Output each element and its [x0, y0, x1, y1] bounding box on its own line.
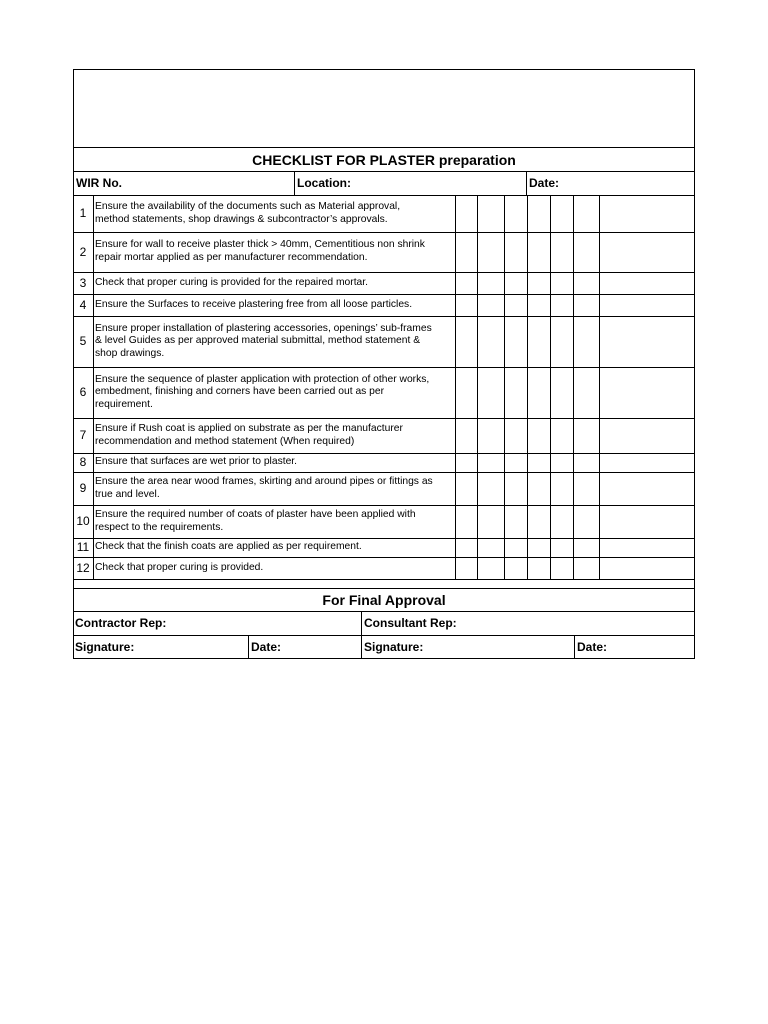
check-cell[interactable] — [550, 538, 573, 557]
item-text: Ensure proper installation of plastering accessories, openings’ sub-frames & level Guides as per approved material submittal, method statement & shop drawings. — [95, 322, 432, 359]
item-number: 6 — [79, 385, 87, 399]
column-divider — [527, 195, 528, 579]
check-cell[interactable] — [527, 418, 550, 453]
check-cell[interactable] — [573, 232, 599, 272]
check-cell[interactable] — [599, 195, 695, 232]
item-text: Ensure that surfaces are wet prior to plaster. — [95, 456, 298, 468]
check-cell[interactable] — [527, 195, 550, 232]
form-title: CHECKLIST FOR PLASTER preparation — [252, 152, 516, 168]
check-cell[interactable] — [599, 472, 695, 505]
item-text: Check that the finish coats are applied as per requirement. — [95, 541, 362, 553]
item-text: Ensure the area near wood frames, skirting and around pipes or fittings as true and level. — [95, 475, 433, 500]
check-cell[interactable] — [573, 316, 599, 367]
column-divider — [477, 195, 478, 579]
check-cell[interactable] — [550, 316, 573, 367]
check-cell[interactable] — [599, 538, 695, 557]
check-cell[interactable] — [504, 418, 527, 453]
check-cell[interactable] — [527, 232, 550, 272]
contractor-signature-label: Signature: — [75, 640, 135, 654]
check-cell[interactable] — [599, 453, 695, 472]
divider — [73, 171, 695, 172]
check-cell[interactable] — [599, 557, 695, 579]
item-number: 10 — [76, 514, 90, 528]
check-cell[interactable] — [477, 538, 504, 557]
item-number: 1 — [79, 206, 87, 220]
item-number: 11 — [76, 540, 90, 554]
check-cell[interactable] — [527, 505, 550, 538]
check-cell[interactable] — [477, 232, 504, 272]
check-cell[interactable] — [455, 272, 477, 294]
check-cell[interactable] — [504, 557, 527, 579]
check-cell[interactable] — [477, 195, 504, 232]
check-cell[interactable] — [477, 557, 504, 579]
check-cell[interactable] — [550, 418, 573, 453]
check-cell[interactable] — [573, 557, 599, 579]
check-cell[interactable] — [455, 472, 477, 505]
check-cell[interactable] — [527, 557, 550, 579]
check-cell[interactable] — [573, 472, 599, 505]
check-cell[interactable] — [504, 472, 527, 505]
item-text: Check that proper curing is provided. — [95, 561, 264, 573]
check-cell[interactable] — [504, 453, 527, 472]
check-cell[interactable] — [477, 472, 504, 505]
check-cell[interactable] — [527, 294, 550, 316]
check-cell[interactable] — [527, 316, 550, 367]
check-cell[interactable] — [550, 195, 573, 232]
check-cell[interactable] — [527, 272, 550, 294]
check-cell[interactable] — [504, 316, 527, 367]
check-cell[interactable] — [527, 367, 550, 418]
item-text: Check that proper curing is provided for the repaired mortar. — [95, 276, 369, 288]
location-label: Location: — [297, 176, 351, 190]
final-approval-title: For Final Approval — [322, 592, 446, 608]
wir-no-label: WIR No. — [76, 176, 122, 190]
check-cell[interactable] — [455, 232, 477, 272]
consultant-signature-label: Signature: — [364, 640, 424, 654]
check-cell[interactable] — [477, 272, 504, 294]
check-cell[interactable] — [599, 232, 695, 272]
check-cell[interactable] — [573, 367, 599, 418]
check-cell[interactable] — [504, 538, 527, 557]
column-divider — [93, 195, 94, 579]
column-divider — [455, 195, 456, 579]
check-cell[interactable] — [573, 195, 599, 232]
check-cell[interactable] — [455, 367, 477, 418]
check-cell[interactable] — [477, 505, 504, 538]
divider — [526, 171, 527, 195]
check-cell[interactable] — [550, 472, 573, 505]
check-cell[interactable] — [599, 418, 695, 453]
check-cell[interactable] — [455, 316, 477, 367]
item-number: 12 — [76, 561, 90, 575]
check-cell[interactable] — [477, 294, 504, 316]
check-cell[interactable] — [599, 272, 695, 294]
check-cell[interactable] — [550, 232, 573, 272]
check-cell[interactable] — [504, 367, 527, 418]
check-cell[interactable] — [550, 557, 573, 579]
column-divider — [573, 195, 574, 579]
item-text: Ensure the sequence of plaster application with protection of other works, embedment, finishing and corners have been carried out as per requirement. — [95, 373, 430, 410]
divider — [294, 171, 295, 195]
check-cell[interactable] — [504, 272, 527, 294]
item-number: 7 — [79, 428, 87, 442]
item-number: 3 — [79, 276, 87, 290]
check-cell[interactable] — [573, 505, 599, 538]
column-divider — [599, 195, 600, 579]
item-number: 8 — [79, 455, 87, 469]
item-text: Ensure if Rush coat is applied on substrate as per the manufacturer recommendation and method statement (When required) — [95, 422, 403, 447]
check-cell[interactable] — [573, 294, 599, 316]
contractor-date-label: Date: — [251, 640, 282, 654]
check-cell[interactable] — [527, 538, 550, 557]
check-cell[interactable] — [477, 367, 504, 418]
check-cell[interactable] — [455, 418, 477, 453]
check-cell[interactable] — [550, 272, 573, 294]
check-cell[interactable] — [550, 505, 573, 538]
column-divider — [550, 195, 551, 579]
item-number: 4 — [79, 298, 87, 312]
check-cell[interactable] — [527, 472, 550, 505]
check-cell[interactable] — [504, 505, 527, 538]
item-text: Ensure for wall to receive plaster thick > 40mm, Cementitious non shrink repair mortar applied as per manufacturer recommendation. — [95, 239, 425, 263]
column-divider — [504, 195, 505, 579]
divider — [73, 147, 695, 148]
check-cell[interactable] — [550, 453, 573, 472]
check-cell[interactable] — [455, 557, 477, 579]
check-cell[interactable] — [455, 505, 477, 538]
check-cell[interactable] — [504, 294, 527, 316]
item-text: Ensure the Surfaces to receive plastering free from all loose particles. — [95, 298, 413, 310]
consultant-rep-label: Consultant Rep: — [364, 616, 457, 630]
check-cell[interactable] — [477, 453, 504, 472]
check-cell[interactable] — [550, 294, 573, 316]
item-text: Ensure the availability of the documents such as Material approval, method statements, shop drawings & subcontractor’s approvals. — [95, 200, 401, 225]
check-cell[interactable] — [573, 453, 599, 472]
check-cell[interactable] — [504, 232, 527, 272]
item-text: Ensure the required number of coats of plaster have been applied with respect to the requirements. — [95, 508, 416, 533]
item-number: 2 — [79, 245, 87, 259]
item-number: 9 — [79, 481, 87, 495]
consultant-date-label: Date: — [577, 640, 608, 654]
check-cell[interactable] — [455, 195, 477, 232]
check-cell[interactable] — [477, 418, 504, 453]
check-cell[interactable] — [599, 294, 695, 316]
check-cell[interactable] — [599, 505, 695, 538]
date-label: Date: — [529, 176, 560, 190]
check-cell[interactable] — [504, 195, 527, 232]
check-cell[interactable] — [550, 367, 573, 418]
check-cell[interactable] — [527, 453, 550, 472]
check-cell[interactable] — [455, 538, 477, 557]
check-cell[interactable] — [573, 538, 599, 557]
divider — [574, 635, 575, 659]
check-cell[interactable] — [455, 294, 477, 316]
check-cell[interactable] — [477, 316, 504, 367]
check-cell[interactable] — [599, 367, 695, 418]
check-cell[interactable] — [599, 316, 695, 367]
check-cell[interactable] — [573, 272, 599, 294]
item-number: 5 — [79, 334, 87, 348]
contractor-rep-label: Contractor Rep: — [75, 616, 167, 630]
header-blank-area — [73, 69, 695, 147]
check-cell[interactable] — [573, 418, 599, 453]
check-cell[interactable] — [455, 453, 477, 472]
divider — [248, 635, 249, 659]
row-divider — [73, 579, 695, 580]
